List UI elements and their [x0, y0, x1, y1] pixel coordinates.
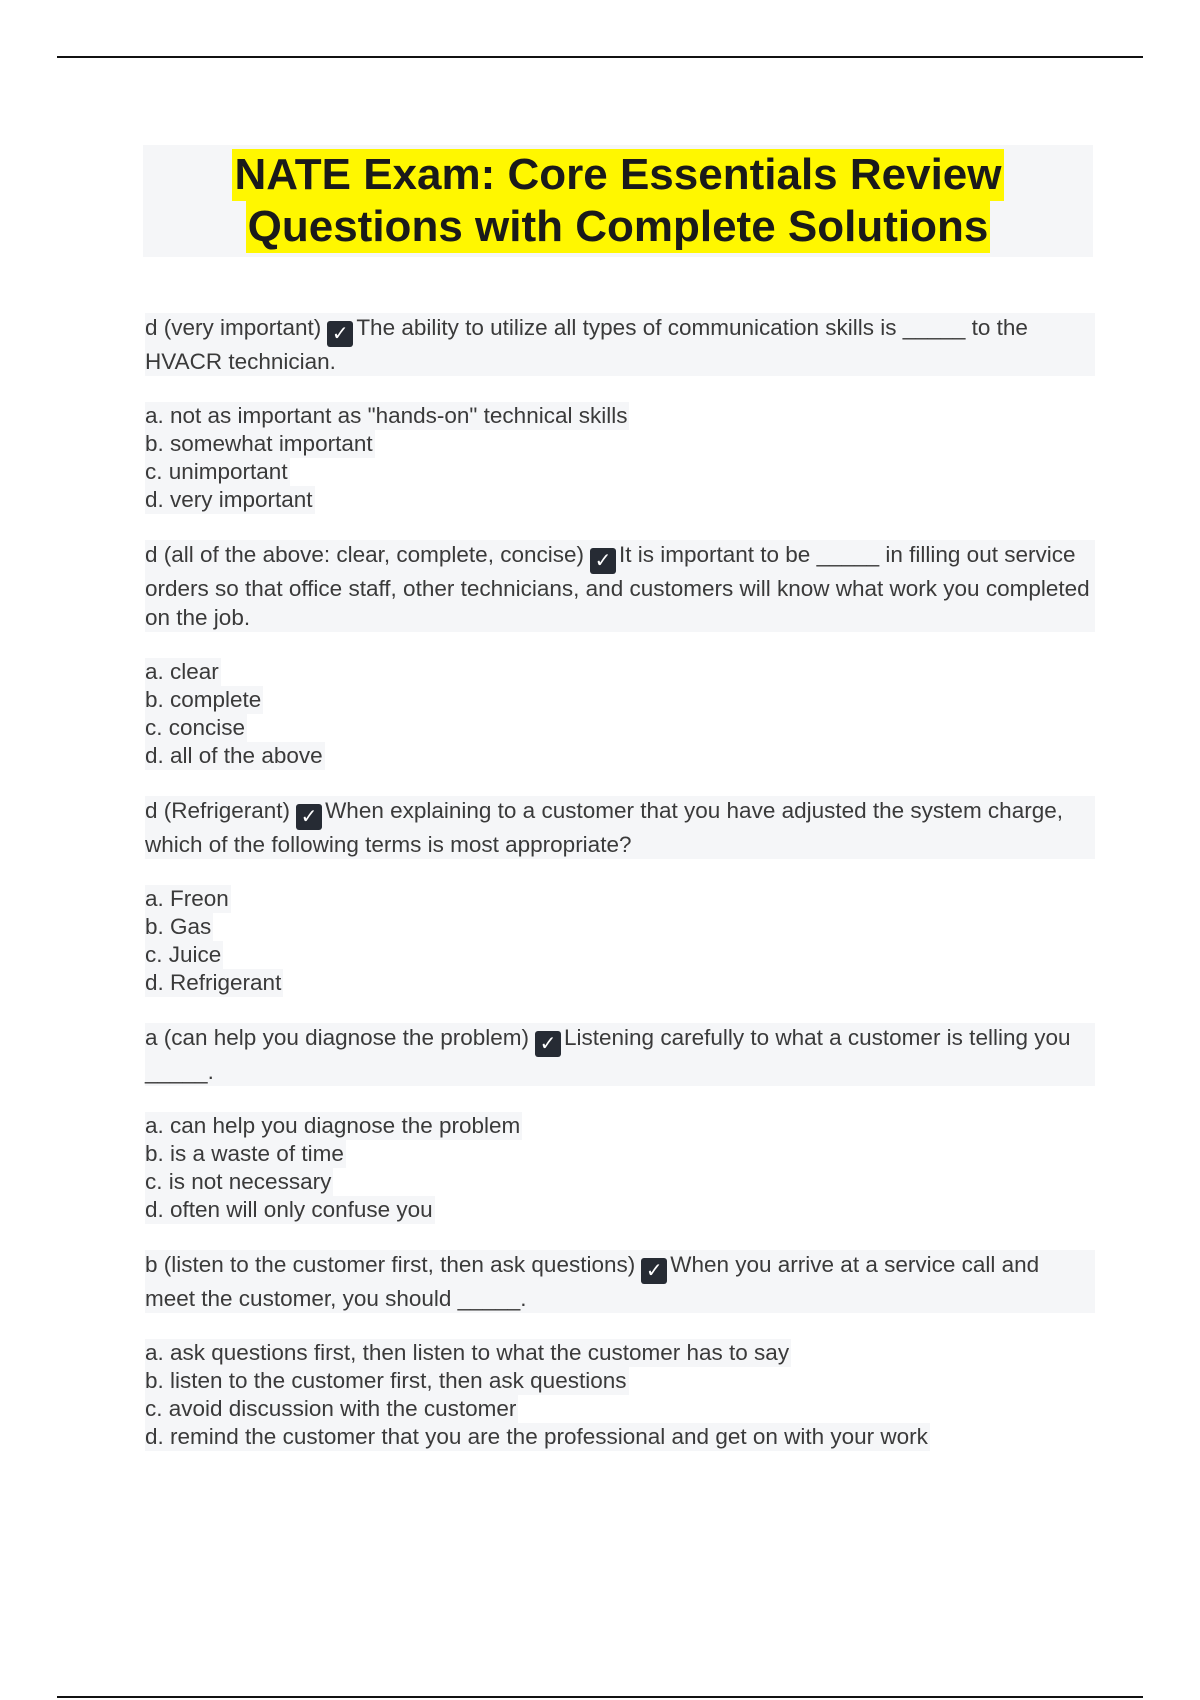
options-2	[145, 658, 1095, 770]
check-mark-icon: ✓	[296, 804, 322, 830]
option-5c: c. avoid discussion with the customer	[145, 1396, 517, 1421]
qa-item-3	[145, 796, 1095, 997]
question-text-1: The ability to utilize all types of communication skills is _____ to the HVACR technician.	[145, 315, 1028, 374]
option-4a: a. can help you diagnose the problem	[145, 1113, 521, 1138]
top-rule	[57, 56, 1143, 58]
question-text-3: When explaining to a customer that you have adjusted the system charge, which of the following terms is most appropriate?	[145, 798, 1063, 857]
options-4	[145, 1112, 1095, 1224]
question-5	[145, 1250, 1095, 1313]
answer-4: a (can help you diagnose the problem)	[145, 1025, 529, 1050]
option-3a: a. Freon	[145, 886, 229, 911]
option-1c: c. unimportant	[145, 459, 288, 484]
question-text-4: Listening carefully to what a customer is telling you _____.	[145, 1025, 1071, 1084]
document-title-line-2: Questions with Complete Solutions	[247, 202, 989, 251]
answer-2: d (all of the above: clear, complete, concise)	[145, 542, 584, 567]
answer-5: b (listen to the customer first, then ask questions)	[145, 1252, 636, 1277]
option-2d: d. all of the above	[145, 743, 323, 768]
check-mark-icon: ✓	[327, 321, 353, 347]
check-mark-icon: ✓	[535, 1031, 561, 1057]
answer-3: d (Refrigerant)	[145, 798, 291, 823]
option-3d: d. Refrigerant	[145, 970, 282, 995]
option-5a: a. ask questions first, then listen to what the customer has to say	[145, 1340, 790, 1365]
question-1	[145, 313, 1095, 376]
answer-1: d (very important)	[145, 315, 322, 340]
title-band	[143, 145, 1093, 257]
question-4	[145, 1023, 1095, 1086]
option-3b: b. Gas	[145, 914, 212, 939]
check-mark-icon: ✓	[641, 1258, 667, 1284]
option-2a: a. clear	[145, 659, 219, 684]
qa-item-5	[145, 1250, 1095, 1451]
options-5	[145, 1339, 1095, 1451]
qa-list	[145, 313, 1095, 1477]
option-1a: a. not as important as "hands-on" technical skills	[145, 403, 628, 428]
options-1	[145, 402, 1095, 514]
option-4d: d. often will only confuse you	[145, 1197, 433, 1222]
question-text-2: It is important to be _____ in filling out service orders so that office staff, other technicians, and customers will know what work you completed on the job.	[145, 542, 1090, 630]
option-4b: b. is a waste of time	[145, 1141, 344, 1166]
option-2c: c. concise	[145, 715, 246, 740]
bottom-rule	[57, 1696, 1143, 1698]
option-3c: c. Juice	[145, 942, 222, 967]
check-mark-icon: ✓	[590, 548, 616, 574]
option-2b: b. complete	[145, 687, 262, 712]
option-1d: d. very important	[145, 487, 313, 512]
option-5d: d. remind the customer that you are the professional and get on with your work	[145, 1424, 928, 1449]
option-1b: b. somewhat important	[145, 431, 373, 456]
options-3	[145, 885, 1095, 997]
option-5b: b. listen to the customer first, then ask questions	[145, 1368, 627, 1393]
qa-item-2	[145, 540, 1095, 770]
document-title-line-1: NATE Exam: Core Essentials Review	[234, 150, 1002, 199]
question-text-5: When you arrive at a service call and meet the customer, you should _____.	[145, 1252, 1040, 1311]
qa-item-1	[145, 313, 1095, 514]
option-4c: c. is not necessary	[145, 1169, 332, 1194]
qa-item-4	[145, 1023, 1095, 1224]
question-3	[145, 796, 1095, 859]
question-2	[145, 540, 1095, 632]
